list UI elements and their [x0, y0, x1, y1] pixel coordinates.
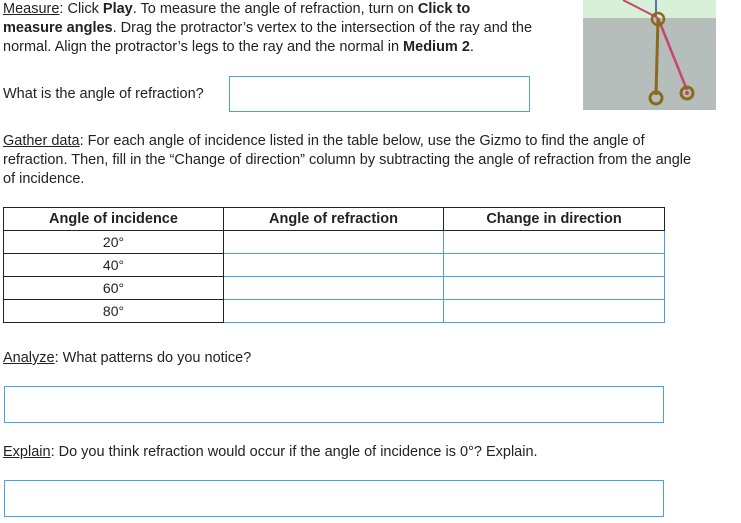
- question-angle-of-refraction: What is the angle of refraction?: [3, 86, 204, 102]
- medium2-keyword: Medium 2: [403, 39, 470, 55]
- protractor-diagram: [583, 0, 716, 110]
- incidence-cell: 60°: [4, 277, 224, 300]
- change-input[interactable]: [444, 277, 665, 300]
- incidence-cell: 40°: [4, 254, 224, 277]
- gather-data-label: Gather data: [3, 133, 80, 149]
- header-angle-of-incidence: Angle of incidence: [4, 208, 224, 231]
- angle-of-refraction-input[interactable]: [229, 76, 530, 112]
- header-change-in-direction: Change in direction: [444, 208, 665, 231]
- explain-question: Explain: Do you think refraction would occur if the angle of incidence is 0°? Explain.: [3, 444, 538, 460]
- measure-paragraph: Measure: Click Play. To measure the angle of refraction, turn on Click to measure angles. Drag the protractor’s vertex to the intersection of the ray and the normal. Align the protractor’s legs to the ray and the normal in Medium 2.: [3, 1, 533, 55]
- table-row: [4, 300, 665, 323]
- analyze-answer-input[interactable]: [4, 386, 664, 423]
- header-angle-of-refraction: Angle of refraction: [224, 208, 444, 231]
- table-row: [4, 277, 665, 300]
- refraction-input[interactable]: [224, 254, 444, 277]
- gather-data-paragraph: Gather data: For each angle of incidence listed in the table below, use the Gizmo to find the angle of refraction. Then, fill in the “Change of direction” column by subtracting the angle of refraction from the angle of incidence.: [3, 133, 692, 187]
- analyze-label: Analyze: [3, 350, 55, 366]
- click-to-keyword: Click to: [417, 1, 471, 17]
- table-row: [4, 254, 665, 277]
- explain-label: Explain: [3, 444, 51, 460]
- change-input[interactable]: [444, 231, 665, 254]
- play-keyword: Play: [102, 1, 133, 17]
- measure-angles-keyword: measure angles: [3, 20, 113, 36]
- refraction-input[interactable]: [224, 277, 444, 300]
- change-input[interactable]: [444, 254, 665, 277]
- change-input[interactable]: [444, 300, 665, 323]
- angle-data-table: [3, 207, 665, 323]
- incidence-cell: 80°: [4, 300, 224, 323]
- measure-label: Measure: [3, 1, 60, 17]
- table-row: [4, 231, 665, 254]
- gizmo-protractor-image: [583, 0, 716, 110]
- explain-answer-input[interactable]: [4, 480, 664, 517]
- refraction-input[interactable]: [224, 231, 444, 254]
- table-header-row: [4, 208, 665, 231]
- refraction-input[interactable]: [224, 300, 444, 323]
- analyze-question: Analyze: What patterns do you notice?: [3, 350, 252, 366]
- incidence-cell: 20°: [4, 231, 224, 254]
